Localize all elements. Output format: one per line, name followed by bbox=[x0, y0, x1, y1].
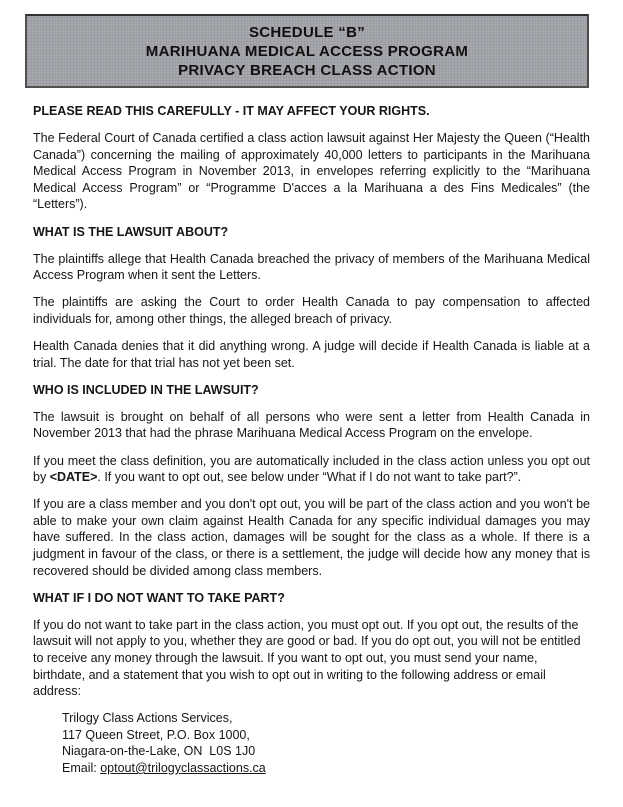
title-line-schedule: SCHEDULE “B” bbox=[248, 23, 366, 41]
schedule-title-box bbox=[25, 14, 589, 88]
optout-deadline-text-after: . If you want to opt out, see below under “What if I do not want to take part?”. bbox=[97, 470, 522, 485]
included-heading: WHO IS INCLUDED IN THE LAWSUIT? bbox=[33, 382, 259, 397]
take-part-heading: WHAT IF I DO NOT WANT TO TAKE PART? bbox=[33, 590, 285, 605]
address-line-city: Niagara-on-the-Lake, ON L0S 1J0 bbox=[62, 744, 256, 759]
included-paragraph-optout-deadline bbox=[33, 453, 590, 486]
address-line-name: Trilogy Class Actions Services, bbox=[62, 711, 233, 726]
about-paragraph-denial: Health Canada denies that it did anything wrong. A judge will decide if Health Canada is liable at a trial. The date for that trial has not yet been set. bbox=[33, 339, 590, 370]
address-line-email bbox=[62, 760, 590, 777]
included-paragraph-class-definition: The lawsuit is brought on behalf of all persons who were sent a letter from Health Canada in November 2013 that had the phrase Marihuana Medical Access Program on the envelope. bbox=[33, 409, 590, 441]
email-label: Email: bbox=[62, 761, 101, 775]
about-heading: WHAT IS THE LAWSUIT ABOUT? bbox=[33, 224, 229, 239]
title-line-class-action: PRIVACY BREACH CLASS ACTION bbox=[178, 61, 436, 79]
certification-paragraph: The Federal Court of Canada certified a class action lawsuit against Her Majesty the Queen (“Health Canada”) concerning the mailing of approximately 40,000 letters to participants in the Marihuana Medical Access Program in November 2013, in envelopes referring explicitly to the “Marihuana Medical Access Program” or “Programme D'acces a la Marihuana a des Fins Medicales” (the “Letters”). bbox=[33, 131, 590, 212]
opt-out-address-block bbox=[33, 710, 590, 776]
about-paragraph-compensation: The plaintiffs are asking the Court to order Health Canada to pay compensation to affected individuals for, among other things, the alleged breach of privacy. bbox=[33, 295, 590, 326]
address-line-street: 117 Queen Street, P.O. Box 1000, bbox=[62, 727, 250, 742]
about-paragraph-allegation: The plaintiffs allege that Health Canada breached the privacy of members of the Marihuana Medical Access Program when it sent the Letters. bbox=[33, 251, 590, 283]
notice-body bbox=[33, 103, 590, 777]
opt-out-email-link[interactable]: optout@trilogyclassactions.ca bbox=[100, 761, 266, 775]
title-line-program: MARIHUANA MEDICAL ACCESS PROGRAM bbox=[145, 42, 469, 60]
optout-date-placeholder: <DATE> bbox=[49, 470, 98, 485]
read-carefully-heading: PLEASE READ THIS CAREFULLY - IT MAY AFFECT YOUR RIGHTS. bbox=[33, 104, 430, 118]
optout-deadline-text-before: If you meet the class definition, you are automatically included in the class action unless you opt out by bbox=[33, 453, 590, 485]
opt-out-instructions-paragraph: If you do not want to take part in the class action, you must opt out. If you opt out, the results of the lawsuit will not apply to you, whether they are good or bad. If you do opt out, you will not be entitled to receive any money through the lawsuit. If you want to opt out, you must send your name, birthdate, and a statement that you wish to opt out in writing to the following address or email address: bbox=[33, 617, 581, 699]
included-paragraph-consequences: If you are a class member and you don't opt out, you will be part of the class action and you won't be able to make your own claim against Health Canada for any specific individual damages you may have suffered. In the class action, damages will be sought for the class as a whole. If there is a judgment in favour of the class, or there is a settlement, the judge will decide how any money that is recovered should be divided among class members. bbox=[33, 497, 590, 578]
